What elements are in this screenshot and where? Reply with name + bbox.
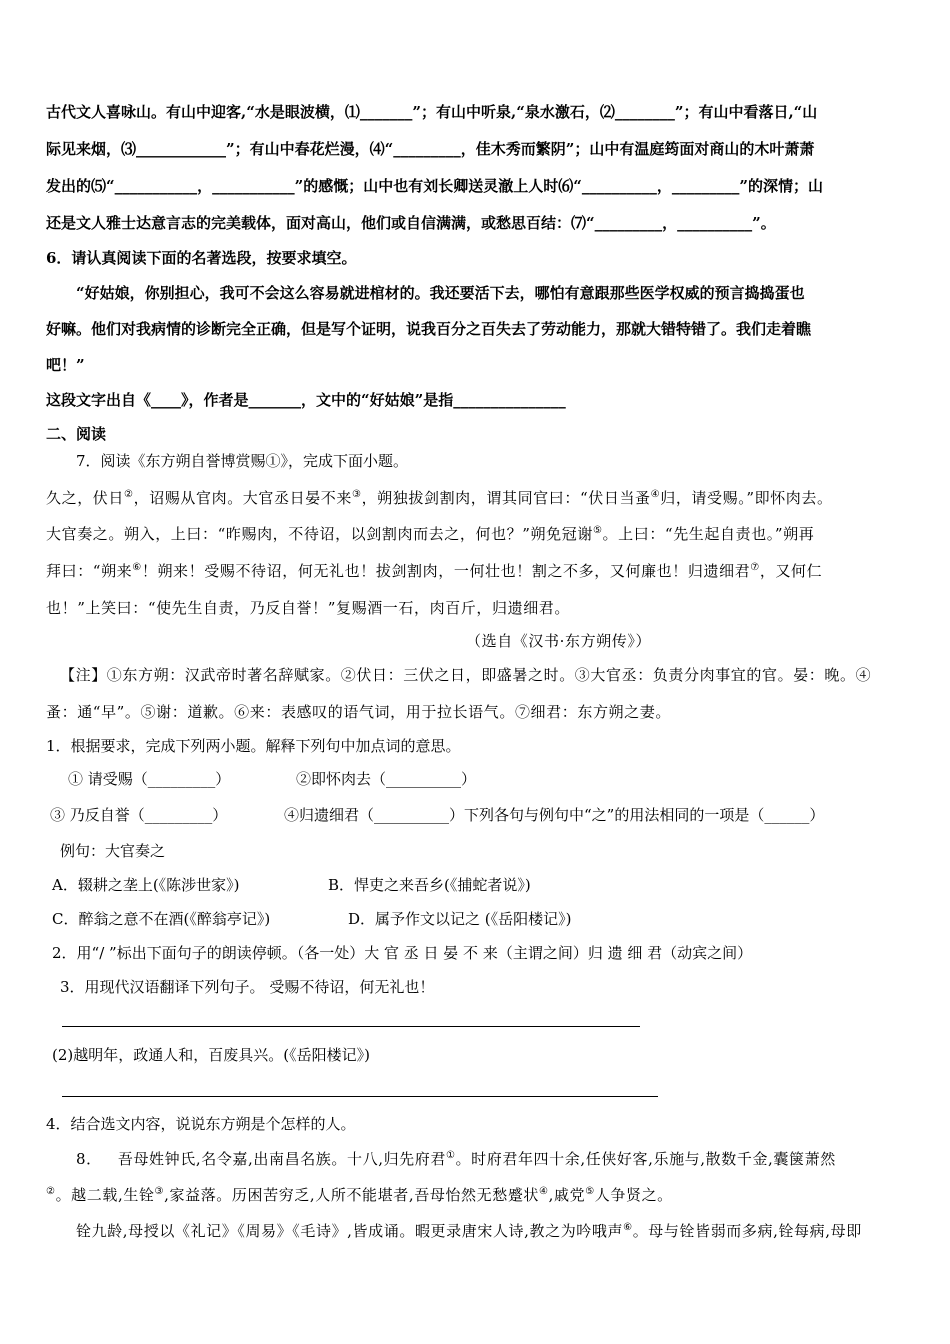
poetry-line-2: 际见来烟，⑶____________”；有山中春花烂漫，⑷“_________，佳木秀而繁阴”；山中有温庭筠面对商山的木叶萧萧	[46, 140, 815, 158]
q7-passage-line-1: 久之，伏日②，诏赐从官肉。大官丞日晏不来③，朔独拔剑割肉，谓其同官曰：“伏日当蚤④归，请受赐。”即怀肉去。	[46, 489, 833, 507]
q7-note-line-1: 【注】①东方朔：汉武帝时著名辞赋家。②伏日：三伏之日，即盛暑之时。③大官丞：负责分肉事宜的官。晏：晚。④	[60, 666, 872, 684]
q6-quote-line-3: 吧！”	[46, 356, 85, 374]
poetry-line-4: 还是文人雅士达意言志的完美载体，面对高山，他们或自信满满，或愁思百结：⑺“_________，__________”。	[46, 214, 776, 232]
answer-line-2	[62, 1096, 658, 1097]
poetry-line-3: 发出的⑸“___________，___________”的感慨；山中也有刘长卿送灵澈上人时⑹“__________，_________”的深情；山	[46, 177, 824, 195]
q7-option-d: D．属予作文以记之 (《岳阳楼记》)	[348, 910, 572, 928]
q7-option-a: A．辍耕之垄上(《陈涉世家》)	[52, 876, 240, 894]
q7-subq4: 4．结合选文内容，说说东方朔是个怎样的人。	[46, 1115, 356, 1133]
answer-line-1	[62, 1026, 640, 1027]
q7-example: 例句：大官奏之	[60, 842, 166, 860]
q7-subq3: 3．用现代汉语翻译下列句子。 受赐不待诏，何无礼也！	[60, 978, 435, 996]
poetry-line-1: 古代文人喜咏山。有山中迎客,“水是眼波横，⑴_______”；有山中听泉,“泉水激石，⑵________”；有山中看落日,“山	[46, 103, 818, 121]
q6-quote-line-1: “好姑娘，你别担心，我可不会这么容易就进棺材的。我还要活下去，哪怕有意跟那些医学权威的预言捣捣蛋也	[76, 284, 805, 302]
q7-subq1: 1．根据要求，完成下列两小题。解释下列句中加点词的意思。	[46, 737, 461, 755]
q7-subq1-item-3: ③ 乃反自誉（_________）	[50, 806, 228, 824]
q7-subq3-part2: (2)越明年，政通人和，百废具兴。(《岳阳楼记》)	[52, 1046, 370, 1064]
q8-line-1: 8． 吾母姓钟氏,名令嘉,出南昌名族。十八,归先府君①。时府君年四十余,任侠好客,乐施与,散数千金,囊箧萧然	[76, 1150, 836, 1168]
q7-passage-line-2: 大官奏之。朔入，上曰：“昨赐肉，不待诏，以剑割肉而去之，何也？”朔免冠谢⑤。上曰：“先生起自责也。”朔再	[46, 525, 815, 543]
q7-option-b: B．悍吏之来吾乡(《捕蛇者说》)	[328, 876, 531, 894]
q7-subq2: 2．用“/ ”标出下面句子的朗读停顿。（各一处）大 官 丞 日 晏 不 来（主谓之间）归 遗 细 君（动宾之间）	[52, 944, 753, 962]
q7-option-c: C．醉翁之意不在酒(《醉翁亭记》)	[52, 910, 271, 928]
q6-heading: 6．请认真阅读下面的名著选段，按要求填空。	[46, 249, 357, 267]
section-heading-reading: 二、阅读	[46, 425, 107, 443]
q7-passage-line-3: 拜曰：“朔来⑥！朔来！受赐不待诏，何无礼也！拔剑割肉，一何壮也！割之不多，又何廉也！归遗细君⑦，又何仁	[46, 562, 823, 580]
q7-intro: 7．阅读《东方朔自誉博赏赐①》，完成下面小题。	[76, 452, 409, 470]
q6-quote-line-2: 好嘛。他们对我病情的诊断完全正确，但是写个证明，说我百分之百失去了劳动能力，那就大错特错了。我们走着瞧	[46, 320, 812, 338]
q7-subq1-item-1: ① 请受赐（_________）	[68, 770, 231, 788]
q7-subq1-item-4: ④归遗细君（__________）下列各句与例句中“之”的用法相同的一项是（______）	[284, 806, 825, 824]
q7-note-line-2: 蚤：通“早”。⑤谢：道歉。⑥来：表感叹的语气词，用于拉长语气。⑦细君：东方朔之妻。	[46, 703, 671, 721]
q8-line-3: 铨九龄,母授以《礼记》《周易》《毛诗》,皆成诵。暇更录唐宋人诗,教之为吟哦声⑥。母与铨皆弱而多病,铨每病,母即	[76, 1222, 862, 1240]
q7-subq1-item-2: ②即怀肉去（__________）	[296, 770, 477, 788]
q7-passage-line-4: 也！”上笑曰：“使先生自责，乃反自誉！”复赐酒一石，肉百斤，归遗细君。	[46, 599, 571, 617]
q6-fill-line: 这段文字出自《____》，作者是_______，文中的“好姑娘”是指_______________	[46, 391, 566, 409]
q8-line-2: ②。越二载,生铨③,家益落。历困苦穷乏,人所不能堪者,吾母怡然无愁蹙状④,戚党⑤人争贤之。	[46, 1186, 673, 1204]
q7-source: （选自《汉书·东方朔传》）	[466, 632, 652, 650]
